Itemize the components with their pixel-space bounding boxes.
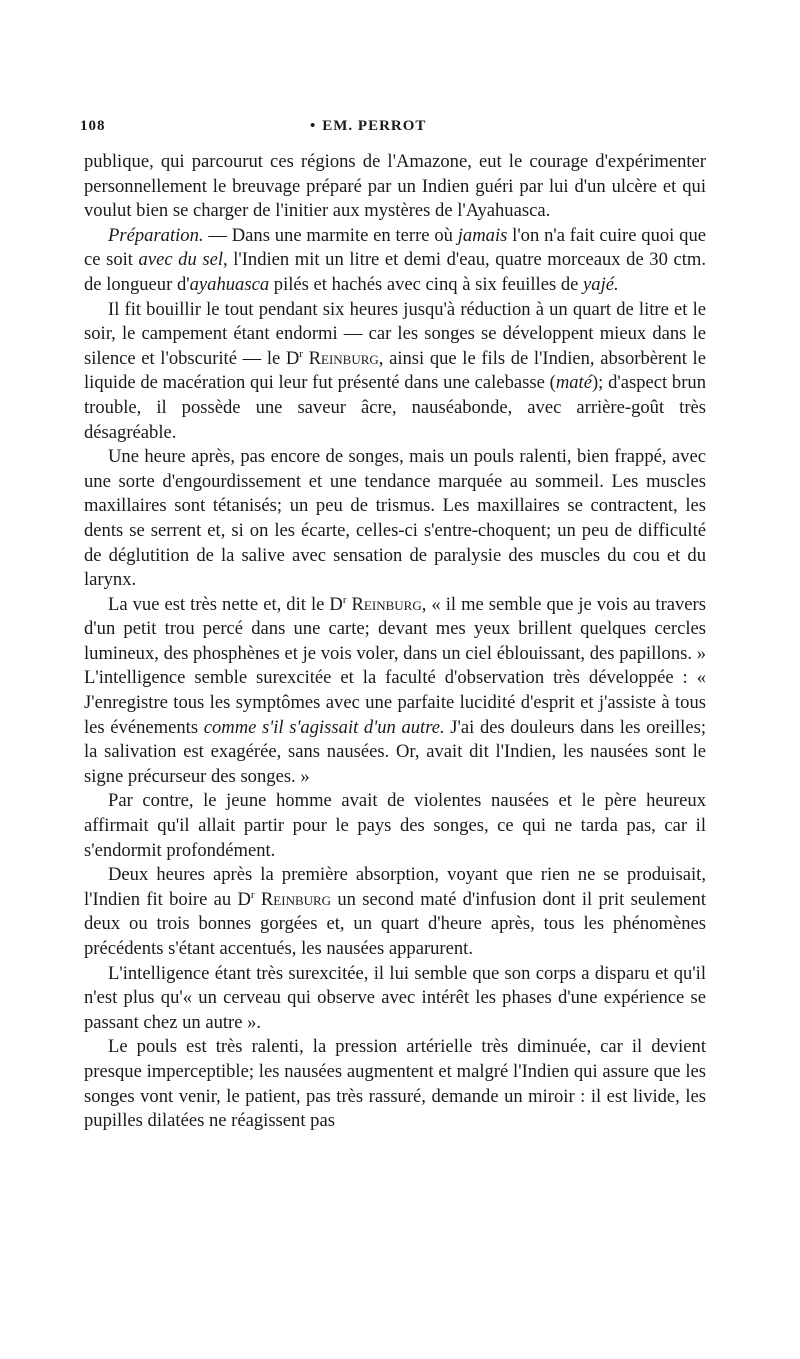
bullet-mark: • <box>310 118 317 134</box>
text-segment: avec du sel <box>138 249 223 271</box>
text-segment: Il fit bouillir le tout pendant six heures jusqu'à réduction à un quart de litre et le soir, le campement étant endormi — car les songes se développent mieux dans le silence et l'obscurité — le D <box>84 298 706 369</box>
text-segment: Reinburg <box>260 888 332 910</box>
text-segment: l'on n'a fait cuire quoi que ce soit <box>84 224 706 271</box>
text-segment: Reinburg <box>308 347 379 369</box>
paragraph-p5 <box>84 593 706 790</box>
text-segment: un second maté d'infusion dont il prit seulement deux ou trois bonnes gorgées et, un quart d'heure après, tous les phénomènes précédents s'étant accentués, les nausées apparurent. <box>84 888 706 959</box>
text-segment: — Dans une marmite en terre où <box>203 224 458 246</box>
body-text <box>84 150 706 1134</box>
text-segment: La vue est très nette et, dit le D <box>108 593 343 615</box>
text-segment: , ainsi que le fils de l'Indien, absorbèrent le liquide de macération qui leur fut présenté dans une calebasse ( <box>84 347 706 394</box>
text-segment: Une heure après, pas encore de songes, mais un pouls ralenti, bien frappé, avec une sorte d'engourdissement et une tendance marquée au sommeil. Les muscles maxillaires sont tétanisés; un peu de trismus. Les maxillaires se contractent, les dents se serrent et, si on les écarte, celles-ci s'entre-choquent; un peu de difficulté de déglutition de la salive avec sensation de paralysie des muscles du cou et du larynx. <box>84 446 706 591</box>
page-number: 108 <box>80 118 106 134</box>
text-segment: ayahuasca <box>189 273 270 295</box>
paragraph-p8 <box>84 962 706 1036</box>
text-segment: L'intelligence étant très surexcitée, il lui semble que son corps a disparu et qu'il n'est plus qu'« un cerveau qui observe avec intérêt les phases d'une expérience se passant chez un autre ». <box>84 962 706 1033</box>
book-page <box>80 112 707 1134</box>
page-header <box>80 112 706 142</box>
text-segment: , l'Indien mit un litre et demi d'eau, quatre morceaux de 30 ctm. de longueur d' <box>84 249 706 295</box>
text-segment: maté <box>555 372 592 394</box>
text-segment: Préparation. <box>108 224 204 246</box>
text-segment: r <box>250 888 255 901</box>
text-segment: , « il me semble que je vois au travers d'un petit trou percé dans une carte; devant mes yeux brillent quelques cercles lumineux, des phosphènes et je vois voler, dans un ciel éblouissant, des papillons. » L'intelligence semble surexcitée et la faculté d'observation très développée : « J'enregistre tous les symptômes avec une parfaite lucidité d'esprit et j'assiste à tous les événements <box>84 593 706 738</box>
text-segment: Reinburg <box>351 593 422 615</box>
text-segment: pilés et hachés avec cinq à six feuilles de <box>269 273 584 295</box>
author-name: EM. PERROT <box>322 118 427 134</box>
paragraph-p7 <box>84 863 706 961</box>
text-segment: r <box>299 347 303 360</box>
text-segment: Deux heures après la première absorption, voyant que rien ne se produisait, l'Indien fit boire au D <box>84 864 706 910</box>
paragraph-p4 <box>84 445 706 593</box>
text-segment: publique, qui parcourut ces régions de l'Amazone, eut le courage d'expérimenter personnellement le breuvage préparé par un Indien guéri par lui d'un ulcère et qui voulut bien se charger de l'initier aux mystères de l'Ayahuasca. <box>84 151 706 222</box>
paragraph-p3 <box>84 298 706 446</box>
text-segment: Le pouls est très ralenti, la pression artérielle très diminuée, car il devient presque imperceptible; les nausées augmentent et malgré l'Indien qui assure que les songes vont venir, le patient, pas très rassuré, demande un miroir : il est livide, les pupilles dilatées ne réagissent pas <box>84 1036 706 1132</box>
text-segment: Par contre, le jeune homme avait de violentes nausées et le père heureux affirmait qu'il allait partir pour le pays des songes, ce qui ne tarda pas, car il s'endormit profondément. <box>84 790 706 861</box>
paragraph-p2 <box>84 224 706 298</box>
text-segment: J'ai des douleurs dans les oreilles; la salivation est exagérée, sans nausées. Or, avait dit l'Indien, les nausées sont le signe précurseur des songes. » <box>84 716 706 787</box>
paragraph-p9 <box>84 1035 706 1133</box>
paragraph-p1 <box>84 150 706 224</box>
text-segment: ); d'aspect brun trouble, il possède une saveur âcre, nauséabonde, avec arrière-goût très désagréable. <box>84 372 707 443</box>
text-segment: r <box>342 593 347 606</box>
text-segment: jamais <box>457 224 508 246</box>
text-segment: comme s'il s'agissait d'un autre. <box>203 716 445 738</box>
text-segment: yajé. <box>583 273 619 295</box>
running-head <box>310 118 426 135</box>
paragraph-p6 <box>84 789 706 863</box>
